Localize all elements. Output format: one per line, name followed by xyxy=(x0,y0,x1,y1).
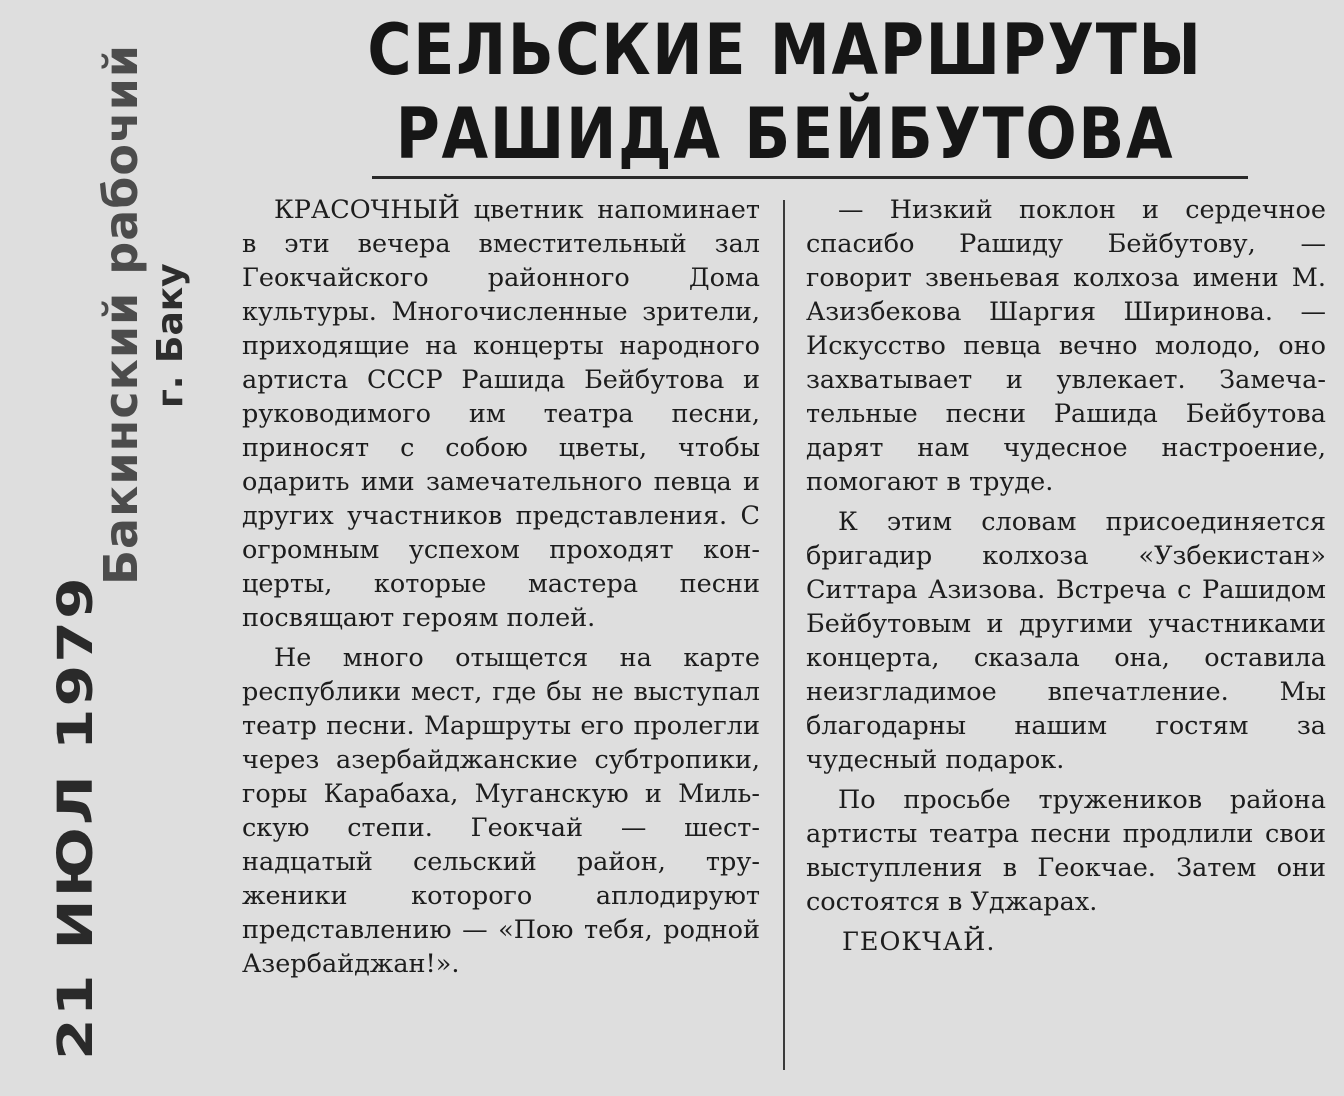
article-column-left xyxy=(242,193,760,987)
city-stamp: г. Баку xyxy=(150,263,191,408)
paragraph: Не много отыщется на карте республики мест, где бы не выступал театр песни. Маршруты его пролегли через азербайджанские субтропики, горы Карабаха, Муганскую и Мильскую степи. Геокчай — шестнадцатый сельский район, труженики которого аплодируют представлению — «Пою тебя, родной Азербайджан!». xyxy=(242,643,760,979)
article-column-right xyxy=(806,193,1326,959)
column-divider xyxy=(783,200,785,1070)
newspaper-stamp: Бакинский рабочий xyxy=(94,43,148,585)
paragraph: По просьбе тружеников района артисты театра песни продлили свои выступления в Геокчае. Затем они состоятся в Уджарах. xyxy=(806,785,1326,917)
paragraph: К этим словам присоединяется бригадир колхоза «Узбекистан» Ситтара Азизова. Встреча с Рашидом Бейбутовым и другими участниками концерта, сказала она, оставила неизгладимое впечатление. Мы благодарны нашим гостям за чудесный подарок. xyxy=(806,507,1326,775)
headline-line-2: РАШИДА БЕЙБУТОВА xyxy=(395,93,1175,175)
date-stamp: 21 ИЮЛ 1979 xyxy=(48,575,104,1060)
paragraph: — Низкий поклон и сердечное спасибо Рашиду Бейбутову, — говорит звеньевая колхоза имени М. Азизбекова Шаргия Ширинова. — Искусство певца вечно молодо, оно захватывает и увлекает. Замечательные песни Рашида Бейбутова дарят нам чудесное настроение, помогают в труде. xyxy=(806,195,1326,497)
headline-rule xyxy=(372,176,1248,179)
article-headline xyxy=(316,8,1253,176)
article-signoff: ГЕОКЧАЙ. xyxy=(842,927,996,957)
headline-line-1: СЕЛЬСКИЕ МАРШРУТЫ xyxy=(367,9,1203,91)
paragraph: КРАСОЧНЫЙ цветник напоминает в эти вечера вместительный зал Геокчайского районного Дома культуры. Многочисленные зрители, приходящие на концерты народного артиста СССР Рашида Бейбутова и руководимого им театра песни, приносят с собою цветы, чтобы одарить ими замечательного певца и других участников представления. С огромным успехом проходят концерты, которые мастера песни посвящают героям полей. xyxy=(242,195,760,633)
